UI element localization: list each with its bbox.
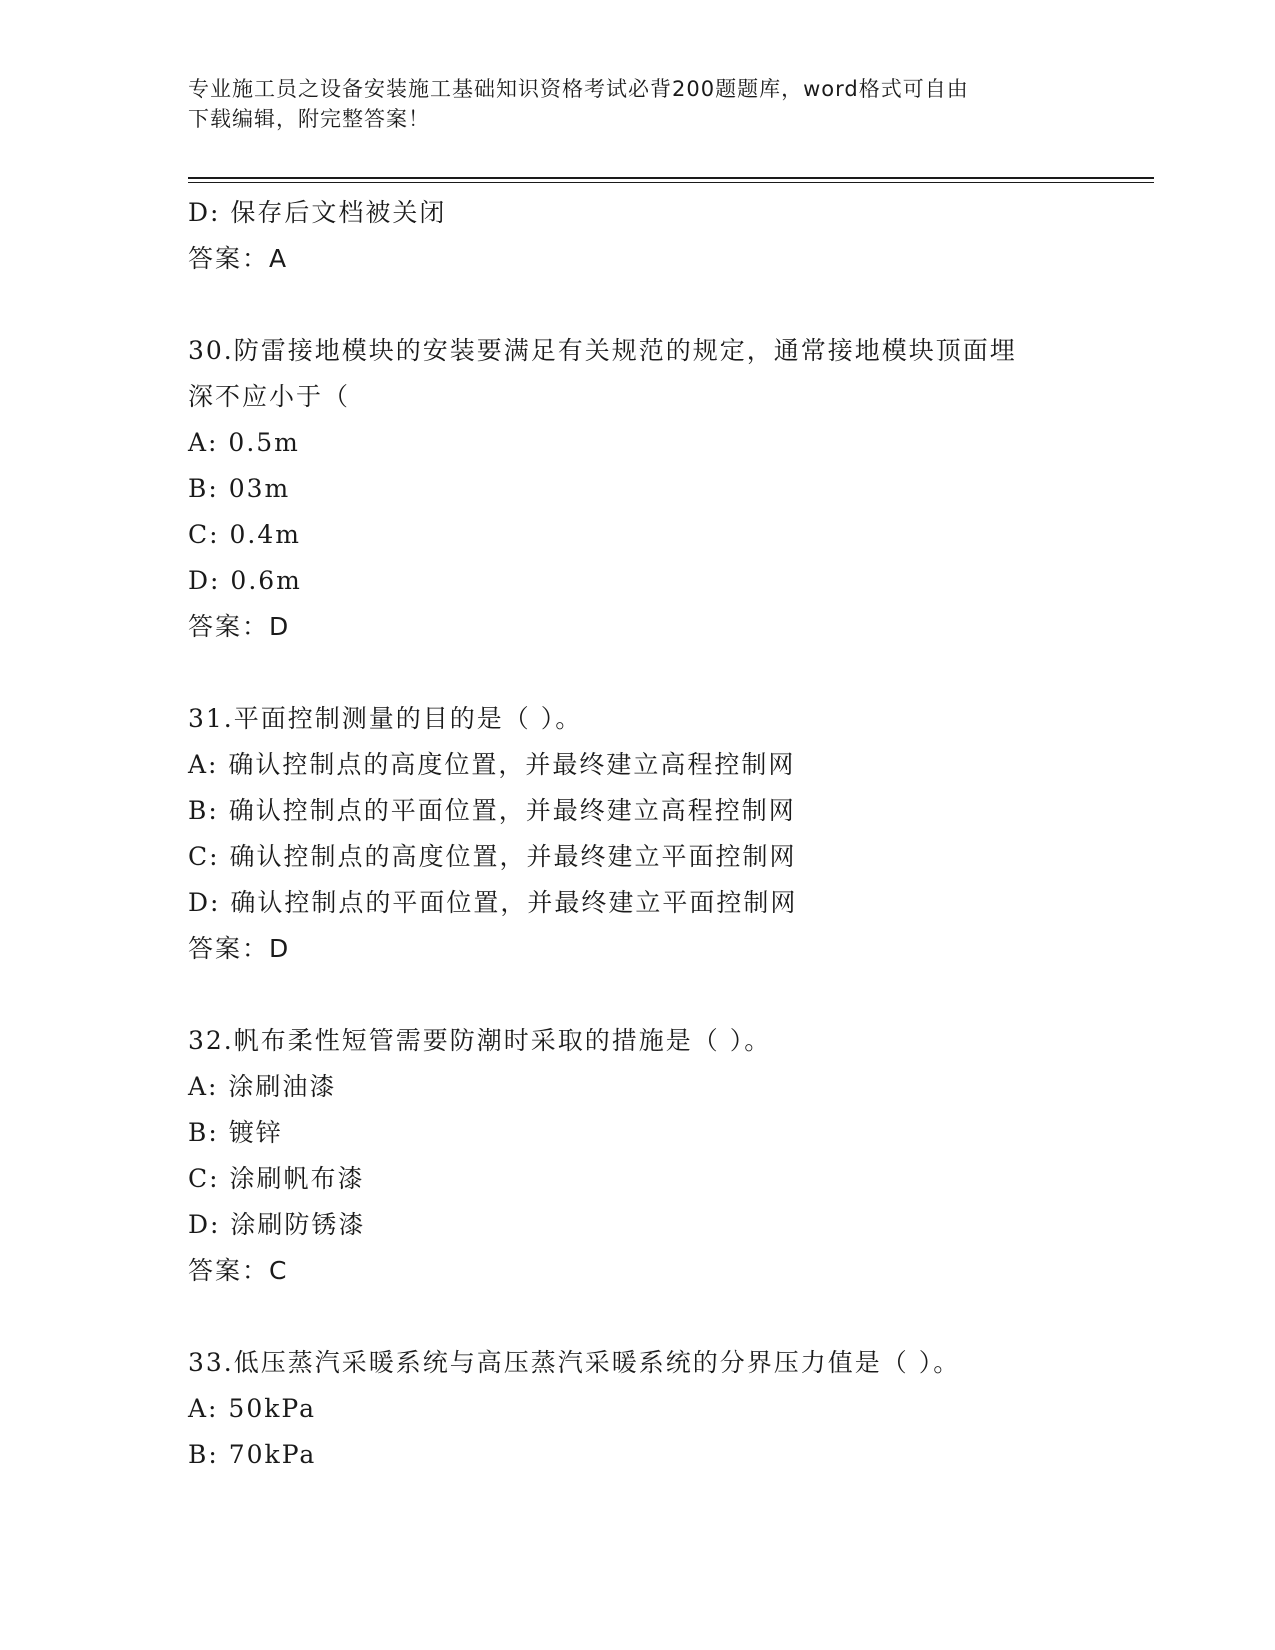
option-d: D: 保存后文档被关闭 (188, 198, 447, 227)
header-line-1: 专业施工员之设备安装施工基础知识资格考试必背200题题库，word格式可自由 (188, 77, 969, 101)
option-b: B: 确认控制点的平面位置，并最终建立高程控制网 (188, 796, 796, 825)
option-a: A: 确认控制点的高度位置，并最终建立高程控制网 (188, 750, 796, 779)
question-stem: 33.低压蒸汽采暖系统与高压蒸汽采暖系统的分界压力值是（ ）。 (188, 1348, 961, 1377)
option-b: B: 03m (188, 474, 291, 503)
previous-question-tail (188, 190, 1088, 282)
option-d: D: 0.6m (188, 566, 302, 595)
option-a: A: 涂刷油漆 (188, 1072, 337, 1101)
header-divider-thick (188, 177, 1154, 179)
spacer (188, 972, 1088, 1018)
question-33 (188, 1340, 1088, 1478)
question-stem: 31.平面控制测量的目的是（ ）。 (188, 704, 583, 733)
option-c: C: 0.4m (188, 520, 301, 549)
answer-line: 答案：D (188, 934, 291, 963)
document-header (188, 74, 1068, 134)
question-31 (188, 696, 1088, 972)
option-d: D: 涂刷防锈漆 (188, 1210, 366, 1239)
answer-line: 答案：A (188, 244, 289, 273)
header-divider-thin (188, 182, 1154, 183)
option-d: D: 确认控制点的平面位置，并最终建立平面控制网 (188, 888, 798, 917)
spacer (188, 650, 1088, 696)
answer-line: 答案：D (188, 612, 291, 641)
question-list (188, 190, 1088, 1478)
question-stem: 32.帆布柔性短管需要防潮时采取的措施是（ ）。 (188, 1026, 772, 1055)
option-b: B: 70kPa (188, 1440, 317, 1469)
option-a: A: 0.5m (188, 428, 300, 457)
option-c: C: 涂刷帆布漆 (188, 1164, 365, 1193)
question-30 (188, 328, 1088, 650)
option-c: C: 确认控制点的高度位置，并最终建立平面控制网 (188, 842, 797, 871)
answer-line: 答案：C (188, 1256, 289, 1285)
option-a: A: 50kPa (188, 1394, 316, 1423)
spacer (188, 282, 1088, 328)
spacer (188, 1294, 1088, 1340)
option-b: B: 镀锌 (188, 1118, 283, 1147)
question-stem: 深不应小于（ (188, 382, 351, 411)
header-line-2: 下载编辑，附完整答案！ (188, 107, 430, 131)
question-32 (188, 1018, 1088, 1294)
question-stem: 30.防雷接地模块的安装要满足有关规范的规定，通常接地模块顶面埋 (188, 336, 1017, 365)
